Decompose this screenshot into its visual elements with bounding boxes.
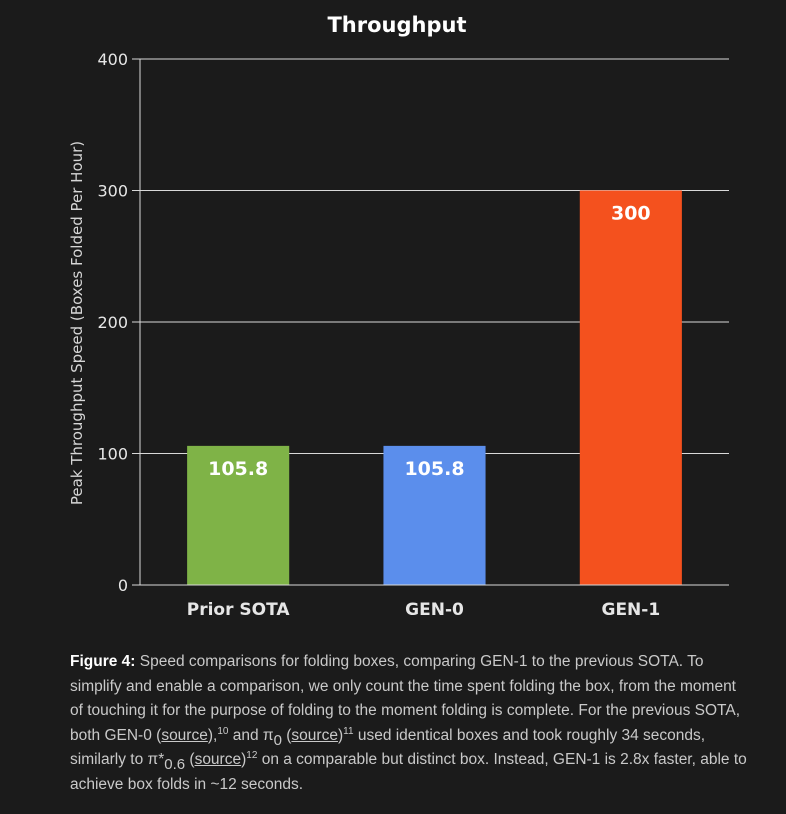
- reference-number: 10: [217, 725, 229, 737]
- y-tick-label: 200: [97, 313, 128, 332]
- bar-gen-1: [580, 191, 682, 586]
- chart-title: Throughput: [327, 13, 467, 37]
- bars: [187, 191, 682, 586]
- subscript: 0: [273, 731, 282, 749]
- caption-text: ),: [207, 726, 218, 744]
- source-link-gen0[interactable]: source: [161, 726, 208, 744]
- caption-text: (: [185, 751, 195, 768]
- bar-value-label: 105.8: [208, 457, 269, 480]
- source-link-pi06[interactable]: source: [194, 751, 242, 768]
- figure-label: Figure 4:: [70, 653, 136, 670]
- caption-text: ): [337, 726, 344, 744]
- x-tick-labels: [187, 600, 660, 620]
- reference-number: 11: [343, 725, 354, 737]
- subscript: 0.6: [164, 756, 186, 773]
- x-tick-label: Prior SOTA: [186, 600, 290, 620]
- caption-text: (: [281, 726, 292, 744]
- caption-text: and π: [228, 726, 274, 744]
- caption-text: used identical boxes and took roughly 34 seconds, similarly to π*: [70, 726, 706, 768]
- y-tick-label: 0: [117, 576, 128, 595]
- figure-caption: [70, 650, 750, 797]
- bar-value-label: 105.8: [404, 457, 465, 480]
- y-tick-label: 100: [97, 444, 128, 464]
- caption-text: ): [241, 751, 247, 768]
- source-link-pi0[interactable]: source: [291, 726, 338, 744]
- reference-number: 12: [246, 750, 258, 761]
- y-tick-label: 300: [97, 181, 128, 201]
- bar-value-label: 300: [610, 202, 651, 225]
- x-tick-label: GEN-0: [405, 600, 464, 620]
- caption-text: Speed comparisons for folding boxes, comparing GEN-1 to the previous SOTA. To simplify and enable a comparison, we only count the time spent folding the box, from the moment of touching it for the purpose of folding to the moment folding is complete. For the previous SOTA, both GEN-0 (: [70, 653, 741, 744]
- y-tick-label: 400: [97, 50, 128, 69]
- y-axis-label: Peak Throughput Speed (Boxes Folded Per Hour): [68, 140, 86, 506]
- caption-text: on a comparable but distinct box. Instead, GEN-1 is 2.8x faster, able to achieve box folds in ~12 seconds.: [70, 751, 747, 793]
- x-tick-label: GEN-1: [601, 600, 661, 620]
- y-tick-labels: [97, 50, 128, 595]
